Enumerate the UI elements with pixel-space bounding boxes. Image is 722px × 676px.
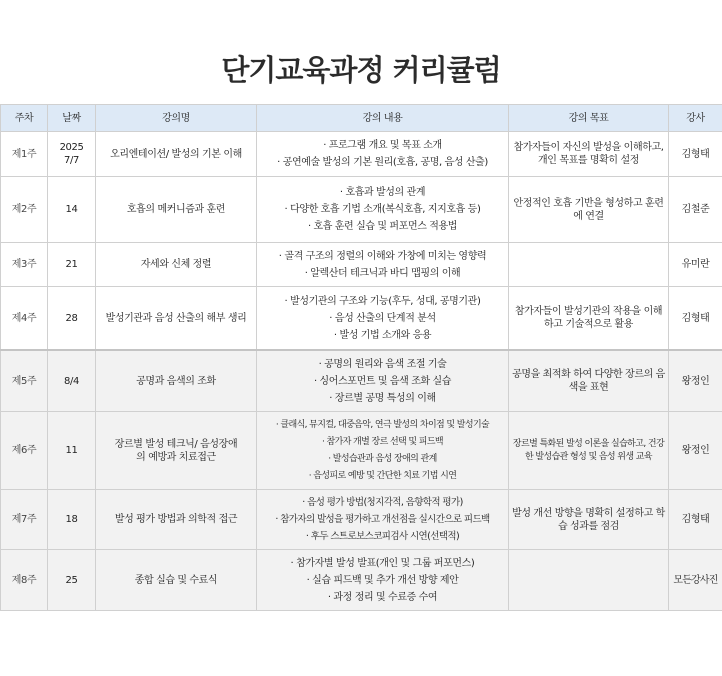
- lecture-cell: 호흡의 메커니즘과 훈련: [96, 177, 257, 243]
- content-item: · 후두 스트로보스코피검사 시연(선택적): [260, 528, 505, 545]
- lecture-cell: 오리엔테이션/ 발성의 기본 이해: [96, 132, 257, 177]
- goal-cell: 발성 개선 방향을 명확히 설정하고 학습 성과를 점검: [509, 490, 669, 550]
- content-cell: [257, 550, 509, 611]
- date-cell: 11: [48, 412, 96, 490]
- content-item: · 싱어스포먼트 및 음색 조화 실습: [260, 373, 505, 390]
- date-cell: 8/4: [48, 350, 96, 412]
- goal-cell: [509, 550, 669, 611]
- table-row: [1, 287, 722, 351]
- header-lecture: 강의명: [96, 105, 257, 132]
- instructor-cell: 유미란: [669, 243, 722, 287]
- date-cell: 21: [48, 243, 96, 287]
- goal-cell: 안정적인 호흡 기반을 형성하고 훈련에 연결: [509, 177, 669, 243]
- content-item: · 참가자별 발성 발표(개인 및 그룹 퍼포먼스): [260, 555, 505, 572]
- instructor-cell: 김형태: [669, 490, 722, 550]
- date-cell: 14: [48, 177, 96, 243]
- week-cell: 제5주: [1, 350, 48, 412]
- lecture-text: 장르별 발성 테크닉/ 음성장애의 예방과 치료접근: [114, 438, 238, 463]
- content-cell: [257, 243, 509, 287]
- table-row: [1, 490, 722, 550]
- lecture-cell: [96, 412, 257, 490]
- instructor-cell: 김철준: [669, 177, 722, 243]
- instructor-cell: 모든강사진: [669, 550, 722, 611]
- table-row: [1, 550, 722, 611]
- date-cell: 28: [48, 287, 96, 351]
- content-item: · 과정 정리 및 수료증 수여: [260, 589, 505, 606]
- week-cell: 제8주: [1, 550, 48, 611]
- instructor-cell: 왕정인: [669, 412, 722, 490]
- goal-cell: 참가자들이 발성기관의 작용을 이해하고 기술적으로 활용: [509, 287, 669, 351]
- header-week: 주차: [1, 105, 48, 132]
- lecture-cell: 종합 실습 및 수료식: [96, 550, 257, 611]
- content-item: · 음성피로 예방 및 간단한 치료 기법 시연: [260, 468, 505, 485]
- lecture-cell: 자세와 신체 정렬: [96, 243, 257, 287]
- date-text: 2025 7/7: [59, 142, 84, 166]
- content-item: · 참가자의 발성을 평가하고 개선점을 실시간으로 피드백: [260, 511, 505, 528]
- lecture-cell: 공명과 음색의 조화: [96, 350, 257, 412]
- header-date: 날짜: [48, 105, 96, 132]
- lecture-cell: 발성기관과 음성 산출의 해부 생리: [96, 287, 257, 351]
- curriculum-table: [0, 104, 722, 611]
- content-cell: [257, 350, 509, 412]
- content-item: · 클래식, 뮤지컬, 대중음악, 연극 발성의 차이점 및 발성기술: [260, 417, 505, 434]
- content-item: · 실습 피드백 및 추가 개선 방향 제안: [260, 572, 505, 589]
- table-row: [1, 132, 722, 177]
- week-cell: 제2주: [1, 177, 48, 243]
- goal-cell: 장르별 특화된 발성 이론을 실습하고, 건강한 발성습관 형성 및 음성 위생 교육: [509, 412, 669, 490]
- content-cell: [257, 177, 509, 243]
- instructor-cell: 김형태: [669, 132, 722, 177]
- content-item: · 다양한 호흡 기법 소개(복식호흡, 지지호흡 등): [260, 201, 505, 218]
- date-cell: 25: [48, 550, 96, 611]
- table-header-row: [1, 105, 722, 132]
- header-content: 강의 내용: [257, 105, 509, 132]
- table-row: [1, 243, 722, 287]
- content-item: · 호흡과 발성의 관계: [260, 184, 505, 201]
- week-cell: 제3주: [1, 243, 48, 287]
- content-item: · 음성 평가 방법(청지각적, 음향학적 평가): [260, 494, 505, 511]
- header-goal: 강의 목표: [509, 105, 669, 132]
- instructor-cell: 김형태: [669, 287, 722, 351]
- table-row: [1, 350, 722, 412]
- content-item: · 발성기관의 구조와 기능(후두, 성대, 공명기관): [260, 293, 505, 310]
- lecture-cell: 발성 평가 방법과 의학적 접근: [96, 490, 257, 550]
- content-item: · 공연예술 발성의 기본 원리(호흡, 공명, 음성 산출): [260, 154, 505, 171]
- content-item: · 호흡 훈련 실습 및 퍼포먼스 적용법: [260, 218, 505, 235]
- content-cell: [257, 132, 509, 177]
- instructor-cell: 왕정인: [669, 350, 722, 412]
- content-item: · 프로그램 개요 및 목표 소개: [260, 137, 505, 154]
- date-cell: [48, 132, 96, 177]
- week-cell: 제7주: [1, 490, 48, 550]
- content-item: · 발성 기법 소개와 응용: [260, 327, 505, 344]
- header-instructor: 강사: [669, 105, 722, 132]
- content-item: · 참가자 개별 장르 선택 및 피드백: [260, 434, 505, 451]
- content-item: · 음성 산출의 단계적 분석: [260, 310, 505, 327]
- content-cell: [257, 287, 509, 351]
- content-item: · 장르별 공명 특성의 이해: [260, 390, 505, 407]
- content-item: · 알렉산더 테크닉과 바디 맵핑의 이해: [260, 265, 505, 282]
- week-cell: 제6주: [1, 412, 48, 490]
- content-cell: [257, 412, 509, 490]
- week-cell: 제4주: [1, 287, 48, 351]
- goal-cell: [509, 243, 669, 287]
- goal-cell: 공명을 최적화 하여 다양한 장르의 음색을 표현: [509, 350, 669, 412]
- content-cell: [257, 490, 509, 550]
- content-item: · 공명의 원리와 음색 조절 기술: [260, 356, 505, 373]
- content-item: · 발성습관과 음성 장애의 관계: [260, 451, 505, 468]
- content-item: · 골격 구조의 정렬의 이해와 가창에 미치는 영향력: [260, 248, 505, 265]
- page-title: 단기교육과정 커리큘럼: [221, 53, 501, 87]
- table-row: [1, 412, 722, 490]
- date-cell: 18: [48, 490, 96, 550]
- goal-cell: 참가자들이 자신의 발성을 이해하고, 개인 목표를 명확히 설정: [509, 132, 669, 177]
- week-cell: 제1주: [1, 132, 48, 177]
- table-row: [1, 177, 722, 243]
